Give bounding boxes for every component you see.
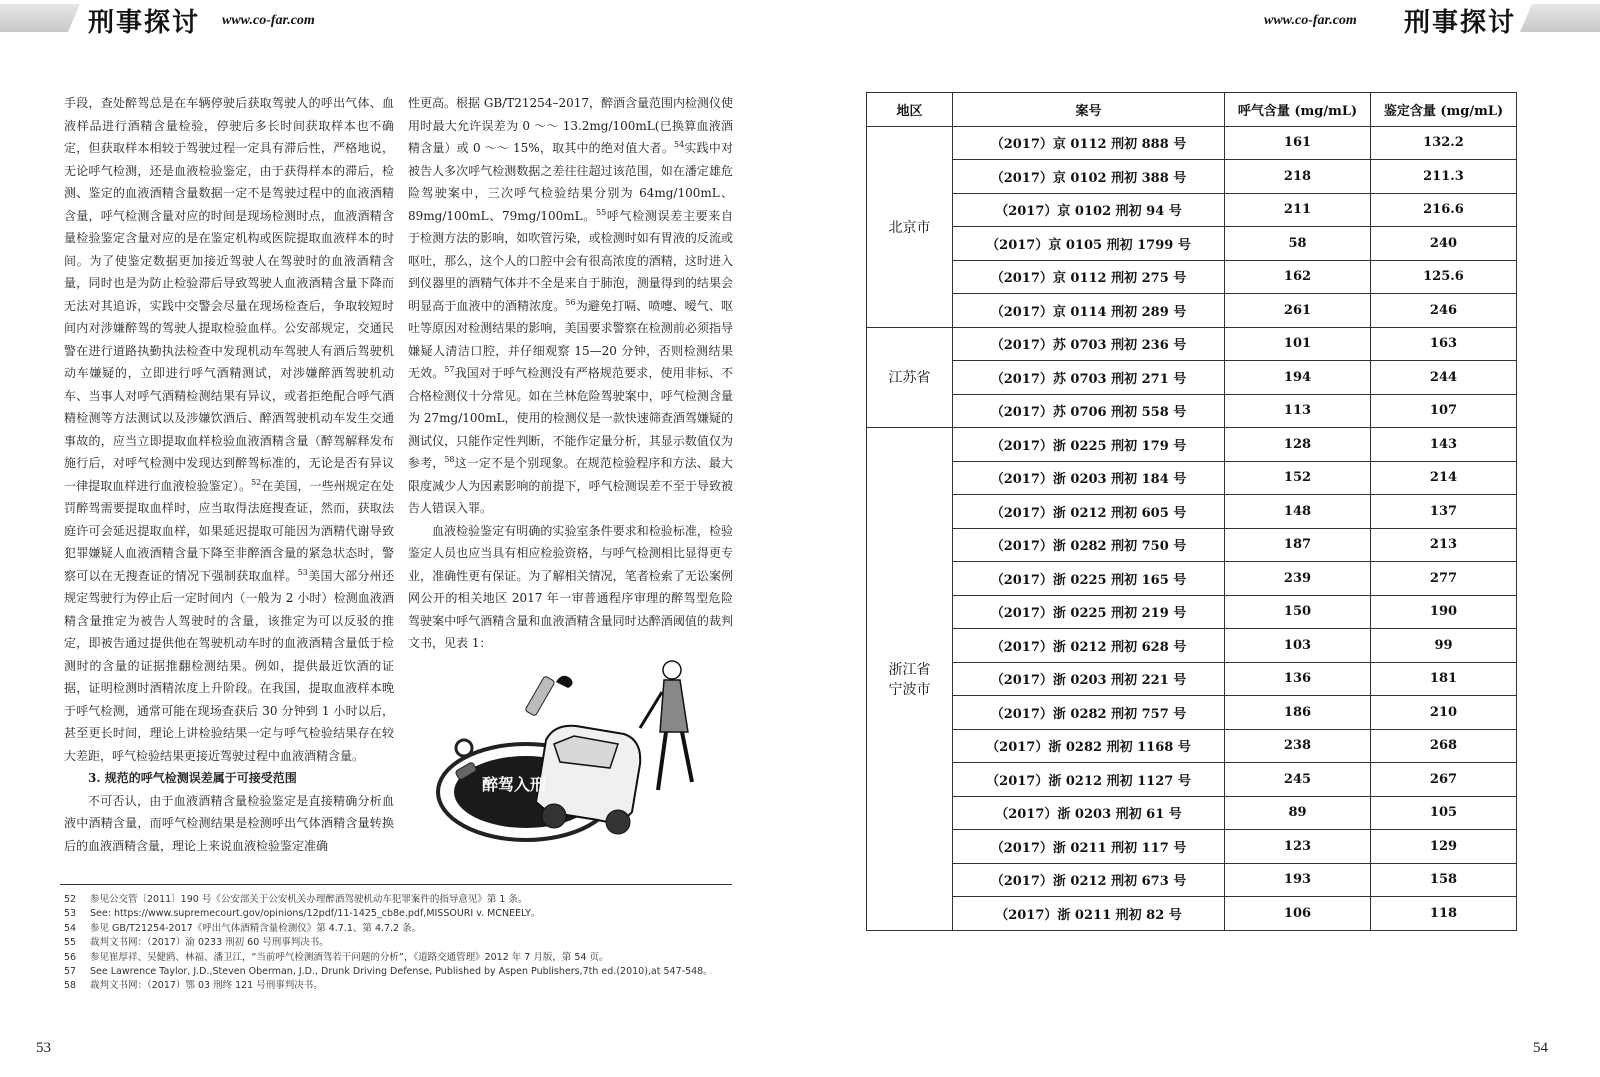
blood-level-cell: 211.3 xyxy=(1371,160,1517,194)
region-cell: 北京市 xyxy=(867,126,953,327)
case-number-cell: （2017）浙 0282 刑初 757 号 xyxy=(953,696,1225,730)
breath-level-cell: 239 xyxy=(1225,562,1371,596)
blood-level-cell: 129 xyxy=(1371,830,1517,864)
breath-level-cell: 103 xyxy=(1225,629,1371,663)
breath-level-cell: 150 xyxy=(1225,595,1371,629)
left-paragraph-1: 手段，查处醉驾总是在车辆停驶后获取驾驶人的呼出气体、血液样品进行酒精含量检验，停驶后多长时间获取样本也不确定，但获取样本相较于驾驶过程一定具有滞后性，严格地说，无论呼气检测，还是血液检验鉴定，由于获得样本的滞后，检测、鉴定的血液酒精含量数据一定不是驾驶过程中的血液酒精含量，呼气检测含量对应的时间是现场检测时点，血液酒精含量检验鉴定含量对应的是在鉴定机构或医院提取血液样本的时间。为了使鉴定数据更加接近驾驶人在驾驶时的血液酒精含量，同时也是为防止检验滞后导致驾驶人血液酒精含量下降而无法对其追诉，实践中交警会尽量在现场检查后，争取较短时间内对涉嫌醉驾的驾驶人提取检验血样。公安部规定，交通民警在进行道路执勤执法检查中发现机动车驾驶人有酒后驾驶机动车嫌疑的，立即进行呼气酒精测试，对涉嫌醉酒驾驶机动车、当事人对呼气酒精检测结果有异议，或者拒绝配合呼气酒精检测等方法测试以及涉嫌饮酒后、醉酒驾驶机动车发生交通事故的，应当立即提取血样检验血液酒精含量（醉驾解释发布施行后，对呼气检测中发现达到醉驾标准的，无论是否有异议一律提取血样进行血液检验鉴定）。$^{52}$在美国，一些州规定在处罚醉驾需要提取血样时，应当取得法庭搜查证，然而，获取法庭许可会延迟提取血样，如果延迟提取可能因为酒精代谢导致犯罪嫌疑人血液酒精含量下降至非醉酒含量的紧急状态时，警察可以在无搜查证的情况下强制获取血样。$^{53}$美国大部分州还规定驾驶行为停止后一定时间内（一般为 2 小时）检测血液酒精含量推定为被告人驾驶时的含量，该推定为可以反驳的推定，即被告通过提供他在驾驶机动车时的血液酒精含量低于检测时的含量的证据推翻检测结果。例如，提供最近饮酒的证据，证明检测时酒精浓度上升阶段。在我国，提取血液样本晚于呼气检测，通常可能在现场查获后 30 分钟到 1 小时以后，甚至更长时间，理论上讲检验结果一定与呼气检验结果存在较大差距，呼气检验结果更接近驾驶过程中血液酒精含量。 xyxy=(64,96,394,763)
bottle-icon xyxy=(525,676,555,717)
footnote: 55 裁判文书网：（2017）渝 0233 刑初 60 号刑事判决书。 xyxy=(64,937,329,949)
blood-level-cell: 214 xyxy=(1371,461,1517,495)
breath-level-cell: 162 xyxy=(1225,260,1371,294)
breath-level-cell: 194 xyxy=(1225,361,1371,395)
footnote: 56 参见崔厚祥、吴健鸥、林福、潘卫江，“当前呼气检测酒驾若干问题的分析”，《道路交通管理》2012 年 7 月版，第 54 页。 xyxy=(64,951,609,963)
table-row xyxy=(867,461,1517,495)
case-number-cell: （2017）浙 0225 刑初 165 号 xyxy=(953,562,1225,596)
blood-level-cell: 267 xyxy=(1371,763,1517,797)
blood-level-cell: 246 xyxy=(1371,294,1517,328)
header-case-number: 案号 xyxy=(953,93,1225,127)
breath-level-cell: 106 xyxy=(1225,897,1371,931)
table-body xyxy=(867,126,1517,930)
case-number-cell: （2017）苏 0703 刑初 271 号 xyxy=(953,361,1225,395)
blood-level-cell: 163 xyxy=(1371,327,1517,361)
table-row xyxy=(867,729,1517,763)
drunk-driving-cartoon xyxy=(436,652,698,844)
table-row xyxy=(867,662,1517,696)
table-row xyxy=(867,562,1517,596)
case-number-cell: （2017）苏 0703 刑初 236 号 xyxy=(953,327,1225,361)
footnote-rule xyxy=(60,884,732,885)
case-number-cell: （2017）浙 0211 刑初 82 号 xyxy=(953,897,1225,931)
middle-paragraph-1: 性更高。根据 GB/T21254–2017，醉酒含量范围内检测仪使用时最大允许误差为 0 ～～ 13.2mg/100mL(已换算血液酒精含量）或 0 ～～ 15%，取其中的绝对值大者。$^{54}$实践中对被告人多次呼气检测数据之差往往超过该范围，如在潘定雄危险驾驶案中，三次呼气检验结果分别为 64mg/100mL、89mg/100mL、79mg/100mL。$^{55}$呼气检测误差主要来自于检测方法的影响，如吹管污染，或检测时如有胃液的反流或呕吐，那么，这个人的口腔中会有很高浓度的酒精，这时进入到仪器里的酒精气体并不全是来自于肺泡，测量得到的结果会明显高于血液中的酒精浓度。$^{56}$为避免打嗝、喷嚏、嗳气、呕吐等原因对检测结果的影响，美国要求警察在检测前必须指导嫌疑人清洁口腔，并仔细观察 15—20 分钟，否则检测结果无效。$^{57}$我国对于呼气检测没有严格规范要求，使用非标、不合格检测仪十分常见。如在兰林危险驾驶案中，呼气检测含量为 27mg/100mL，使用的检测仪是一款快速筛查酒驾嫌疑的测试仪，只能作定性判断，不能作定量分析，其显示数值仅为参考，$^{58}$这一定不是个别现象。在规范检验程序和方法、最大限度减少人为因素影响的前提下，呼气检测误差不至于导致被告人错误入罪。 xyxy=(408,96,733,515)
footnote: 53 See: https://www.supremecourt.gov/opinions/12pdf/11-1425_cb8e.pdf,MISSOURI v. MCNEELY。 xyxy=(64,908,541,920)
table-row xyxy=(867,193,1517,227)
breath-level-cell: 128 xyxy=(1225,428,1371,462)
magazine-title-right: 刑事探讨 xyxy=(1404,8,1517,38)
case-number-cell: （2017）浙 0282 刑初 1168 号 xyxy=(953,729,1225,763)
footnote: 54 参见 GB/T21254-2017《呼出气体酒精含量检测仪》第 4.7.1、第 4.7.2 条。 xyxy=(64,922,422,934)
blood-level-cell: 216.6 xyxy=(1371,193,1517,227)
case-number-cell: （2017）浙 0212 刑初 628 号 xyxy=(953,629,1225,663)
breath-level-cell: 136 xyxy=(1225,662,1371,696)
case-number-cell: （2017）浙 0225 刑初 219 号 xyxy=(953,595,1225,629)
table-row xyxy=(867,830,1517,864)
breath-level-cell: 113 xyxy=(1225,394,1371,428)
blood-level-cell: 125.6 xyxy=(1371,260,1517,294)
middle-paragraph-2: 血液检验鉴定有明确的实验室条件要求和检验标准，检验鉴定人员也应当具有相应检验资格，与呼气检测相比显得更专业，准确性更有保证。为了解相关情况，笔者检索了无讼案例网公开的相关地区 2017 年一审普通程序审理的醉驾型危险驾驶案中呼气酒精含量和血液酒精含量同时达醉酒阈值的裁判文书，见表 1： xyxy=(408,523,733,650)
blood-level-cell: 137 xyxy=(1371,495,1517,529)
page-number-right: 54 xyxy=(1533,1040,1548,1056)
table-row xyxy=(867,763,1517,797)
case-number-cell: （2017）浙 0212 刑初 1127 号 xyxy=(953,763,1225,797)
case-number-cell: （2017）京 0112 刑初 275 号 xyxy=(953,260,1225,294)
case-number-cell: （2017）京 0112 刑初 888 号 xyxy=(953,126,1225,160)
blood-level-cell: 99 xyxy=(1371,629,1517,663)
table-row xyxy=(867,629,1517,663)
alcohol-comparison-table xyxy=(866,92,1517,931)
blood-level-cell: 143 xyxy=(1371,428,1517,462)
case-number-cell: （2017）浙 0203 刑初 221 号 xyxy=(953,662,1225,696)
table-row xyxy=(867,126,1517,160)
case-number-cell: （2017）京 0102 刑初 94 号 xyxy=(953,193,1225,227)
table-row xyxy=(867,796,1517,830)
case-number-cell: （2017）浙 0203 刑初 61 号 xyxy=(953,796,1225,830)
case-number-cell: （2017）京 0114 刑初 289 号 xyxy=(953,294,1225,328)
case-number-cell: （2017）浙 0211 刑初 117 号 xyxy=(953,830,1225,864)
table-row xyxy=(867,260,1517,294)
breath-level-cell: 101 xyxy=(1225,327,1371,361)
region-cell: 浙江省 宁波市 xyxy=(867,428,953,931)
left-paragraph-2: 不可否认，由于血液酒精含量检验鉴定是直接精确分析血液中酒精含量，而呼气检测结果是检测呼出气体酒精含量转换后的血液酒精含量，理论上来说血液检验鉴定准确 xyxy=(64,793,394,853)
blood-level-cell: 107 xyxy=(1371,394,1517,428)
breath-level-cell: 89 xyxy=(1225,796,1371,830)
footnote: 52 参见公交管〔2011〕190 号《公安部关于公安机关办理醉酒驾驶机动车犯罪案件的指导意见》第 1 条。 xyxy=(64,894,528,905)
table-row xyxy=(867,528,1517,562)
blood-level-cell: 277 xyxy=(1371,562,1517,596)
person-head xyxy=(663,661,681,679)
breath-level-cell: 186 xyxy=(1225,696,1371,730)
breath-level-cell: 211 xyxy=(1225,193,1371,227)
breath-level-cell: 238 xyxy=(1225,729,1371,763)
breath-level-cell: 58 xyxy=(1225,227,1371,261)
blood-level-cell: 132.2 xyxy=(1371,126,1517,160)
breath-level-cell: 152 xyxy=(1225,461,1371,495)
blood-level-cell: 213 xyxy=(1371,528,1517,562)
case-number-cell: （2017）京 0105 刑初 1799 号 xyxy=(953,227,1225,261)
footnote: 57 See Lawrence Taylor, J.D.,Steven Oberman, J.D., Drunk Driving Defense, Published by Aspen Publishers,7th ed.(2010),at 547-548。 xyxy=(64,966,713,978)
table-row xyxy=(867,595,1517,629)
table-row xyxy=(867,160,1517,194)
magazine-title-left: 刑事探讨 xyxy=(88,8,201,38)
cartoon-caption: 醉驾入刑 xyxy=(482,775,547,794)
section-subheading: 3. 规范的呼气检测误差属于可接受范围 xyxy=(88,771,297,785)
blood-level-cell: 181 xyxy=(1371,662,1517,696)
blood-level-cell: 190 xyxy=(1371,595,1517,629)
left-text-column xyxy=(64,92,394,857)
case-number-cell: （2017）浙 0282 刑初 750 号 xyxy=(953,528,1225,562)
header-breath-level: 呼气含量 (mg/mL) xyxy=(1225,93,1371,127)
case-number-cell: （2017）京 0102 刑初 388 号 xyxy=(953,160,1225,194)
region-cell: 江苏省 xyxy=(867,327,953,428)
breath-level-cell: 245 xyxy=(1225,763,1371,797)
website-right: www.co-far.com xyxy=(1264,13,1357,28)
table-row xyxy=(867,696,1517,730)
blood-level-cell: 244 xyxy=(1371,361,1517,395)
blood-level-cell: 240 xyxy=(1371,227,1517,261)
header-band-left xyxy=(0,4,80,32)
case-number-cell: （2017）浙 0225 刑初 179 号 xyxy=(953,428,1225,462)
table-row xyxy=(867,227,1517,261)
table-row xyxy=(867,863,1517,897)
blood-level-cell: 118 xyxy=(1371,897,1517,931)
breath-level-cell: 123 xyxy=(1225,830,1371,864)
breath-level-cell: 193 xyxy=(1225,863,1371,897)
footnotes xyxy=(64,893,744,994)
header-band-right xyxy=(1520,4,1600,32)
breath-level-cell: 261 xyxy=(1225,294,1371,328)
blood-level-cell: 210 xyxy=(1371,696,1517,730)
table-row xyxy=(867,294,1517,328)
table-header-row xyxy=(867,93,1517,127)
website-left: www.co-far.com xyxy=(222,13,315,28)
case-number-cell: （2017）浙 0212 刑初 673 号 xyxy=(953,863,1225,897)
breath-level-cell: 218 xyxy=(1225,160,1371,194)
table-row xyxy=(867,897,1517,931)
blood-level-cell: 268 xyxy=(1371,729,1517,763)
case-number-cell: （2017）苏 0706 刑初 558 号 xyxy=(953,394,1225,428)
footnote: 58 裁判文书网：（2017）鄂 03 刑终 121 号刑事判决书。 xyxy=(64,980,323,992)
blood-level-cell: 105 xyxy=(1371,796,1517,830)
blood-level-cell: 158 xyxy=(1371,863,1517,897)
table-row xyxy=(867,327,1517,361)
breath-level-cell: 187 xyxy=(1225,528,1371,562)
breath-level-cell: 161 xyxy=(1225,126,1371,160)
case-number-cell: （2017）浙 0212 刑初 605 号 xyxy=(953,495,1225,529)
breath-level-cell: 148 xyxy=(1225,495,1371,529)
table-row xyxy=(867,394,1517,428)
page-number-left: 53 xyxy=(36,1040,51,1056)
case-number-cell: （2017）浙 0203 刑初 184 号 xyxy=(953,461,1225,495)
header-blood-level: 鉴定含量 (mg/mL) xyxy=(1371,93,1517,127)
table-row xyxy=(867,495,1517,529)
table-row xyxy=(867,428,1517,462)
header-region: 地区 xyxy=(867,93,953,127)
table-row xyxy=(867,361,1517,395)
middle-text-column xyxy=(408,92,733,655)
